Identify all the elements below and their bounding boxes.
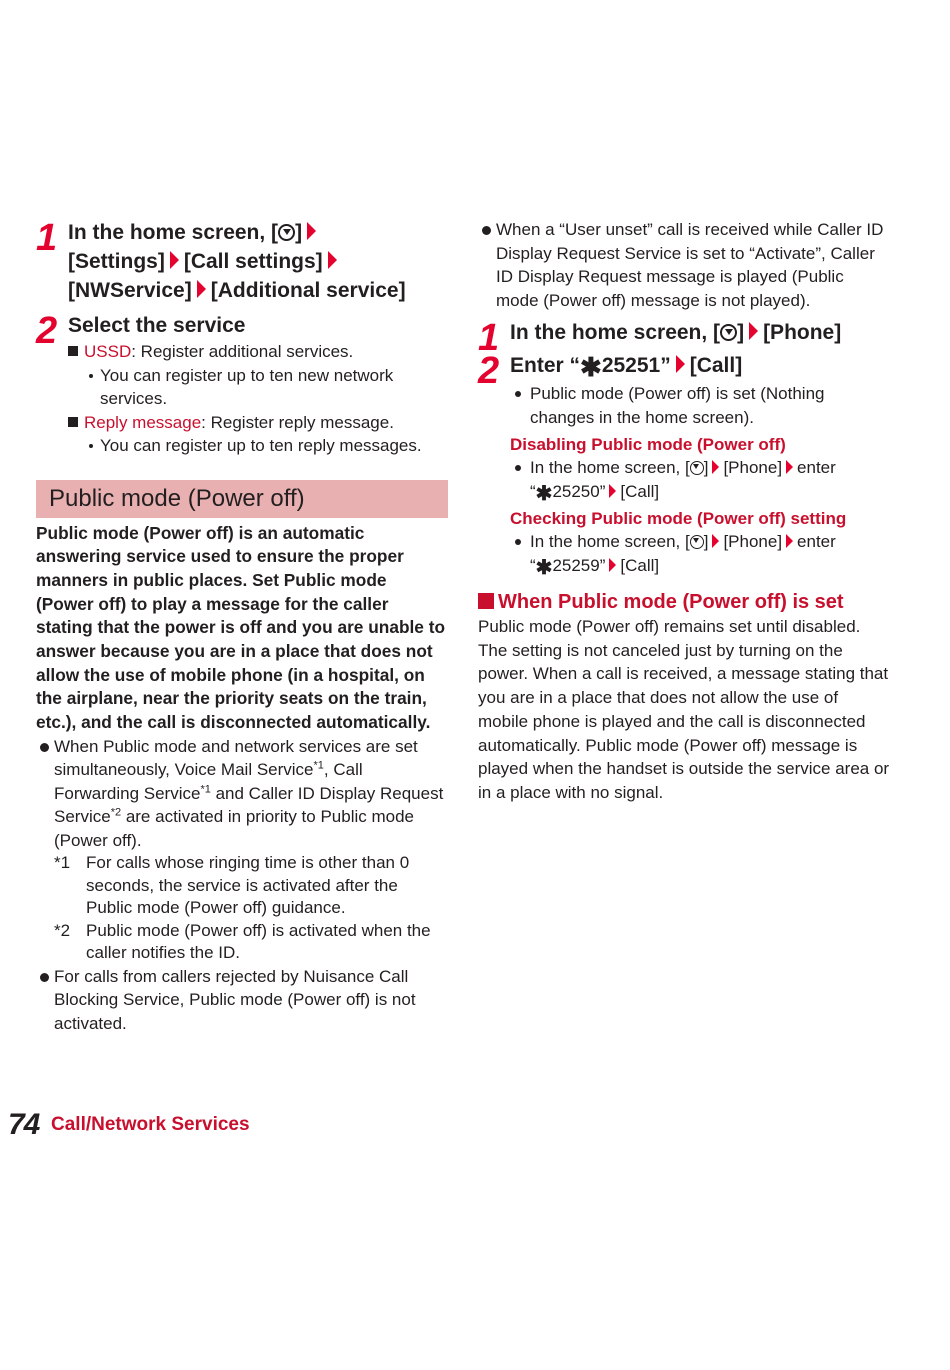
ussd-item: USSD: Register additional services.: [68, 340, 448, 364]
arrow-right-icon: [712, 534, 719, 548]
footnote-1: *1 For calls whose ringing time is other than 0 seconds, the service is activated after the Public mode (Power off) guidance.: [54, 853, 410, 918]
check-instructions: In the home screen, [ ] [Phone] enter “✱25259” [Call]: [510, 530, 890, 577]
step-note: Public mode (Power off) is set (Nothing changes in the home screen).: [510, 382, 890, 429]
step-heading: Enter “✱25251” [Call]: [510, 352, 743, 382]
arrow-right-icon: [328, 251, 337, 269]
step-heading: In the home screen, [ ] [Phone]: [510, 321, 842, 344]
check-heading: Checking Public mode (Power off) setting: [510, 509, 847, 528]
asterisk-key-icon: ✱: [580, 352, 602, 382]
disable-instructions: In the home screen, [ ] [Phone] enter “✱25250” [Call]: [510, 456, 890, 503]
step-2: [36, 311, 448, 458]
section-title: Public mode (Power off): [49, 484, 305, 512]
section-title-bar: [36, 480, 448, 518]
reply-item: Reply message: Register reply message.: [68, 411, 448, 435]
square-bullet-icon: [68, 346, 78, 356]
step-heading: In the home screen, [ ] [Settings] [Call settings] [NWService] [Additional service]: [68, 221, 406, 302]
right-column: [478, 218, 890, 805]
step-number: 1: [36, 217, 58, 259]
when-set-heading: When Public mode (Power off) is set: [478, 589, 890, 615]
arrow-right-icon: [676, 355, 685, 373]
left-column: [36, 218, 448, 1035]
asterisk-key-icon: ✱: [535, 482, 553, 505]
step-heading: Select the service: [68, 314, 246, 337]
arrow-right-icon: [609, 484, 616, 498]
reply-note: You can register up to ten reply messages.: [86, 434, 448, 458]
menu-key-icon: [720, 324, 737, 341]
asterisk-key-icon: ✱: [535, 556, 553, 579]
step-body: [68, 340, 448, 458]
menu-key-icon: [690, 461, 704, 475]
arrow-right-icon: [609, 558, 616, 572]
arrow-right-icon: [712, 460, 719, 474]
notes-list: [36, 735, 448, 1036]
footnote-2: *2 Public mode (Power off) is activated when the caller notifies the ID.: [54, 920, 431, 963]
ussd-note: You can register up to ten new network services.: [86, 364, 448, 411]
arrow-right-icon: [786, 534, 793, 548]
menu-key-icon: [690, 535, 704, 549]
step-1: [478, 317, 890, 359]
disable-heading: Disabling Public mode (Power off): [510, 435, 786, 454]
step-number: 2: [36, 310, 58, 352]
list-item: For calls from callers rejected by Nuisance Call Blocking Service, Public mode (Power off) is not activated.: [36, 965, 448, 1036]
square-bullet-icon: [68, 417, 78, 427]
intro-paragraph: Public mode (Power off) is an automatic answering service used to ensure the proper manners in public places. Set Public mode (Power off) to play a message for the caller stating that the power is off and you are unable to answer because you are in a place that does not allow the use of mobile phone (in a hospital, on the airplane, near the priority seats on the train, etc.), and the call is disconnected automatically.: [36, 522, 446, 733]
page-number: 74: [8, 1108, 40, 1141]
arrow-right-icon: [786, 460, 793, 474]
arrow-right-icon: [170, 251, 179, 269]
arrow-right-icon: [749, 322, 758, 340]
footer-section-title: Call/Network Services: [51, 1114, 250, 1135]
step-number: 2: [478, 350, 500, 392]
square-marker-icon: [478, 593, 494, 609]
arrow-right-icon: [197, 280, 206, 298]
step-number: 1: [478, 317, 500, 359]
menu-key-icon: [278, 224, 295, 241]
list-item: When Public mode and network services are set simultaneously, Voice Mail Service$^{*1}$, Call Forwarding Service$^{*1}$ and Caller ID Display Request Service$^{*2}$ are activated in priority to Public mode (Power off).: [36, 735, 448, 853]
step-1: [36, 218, 448, 305]
list-item: When a “User unset” call is received while Caller ID Display Request Service is set to “Activate”, Caller ID Display Request message is played (Public mode (Power off) message is not played).: [478, 218, 890, 312]
when-set-paragraph: Public mode (Power off) remains set until disabled. The setting is not canceled just by turning on the power. When a call is received, a message stating that you are in a place that does not allow the use of mobile phone is played and the call is disconnected automatically. Public mode (Power off) message is played when the handset is outside the service area or in a place with no signal.: [478, 617, 890, 802]
arrow-right-icon: [307, 222, 316, 240]
step-2: [478, 351, 890, 429]
